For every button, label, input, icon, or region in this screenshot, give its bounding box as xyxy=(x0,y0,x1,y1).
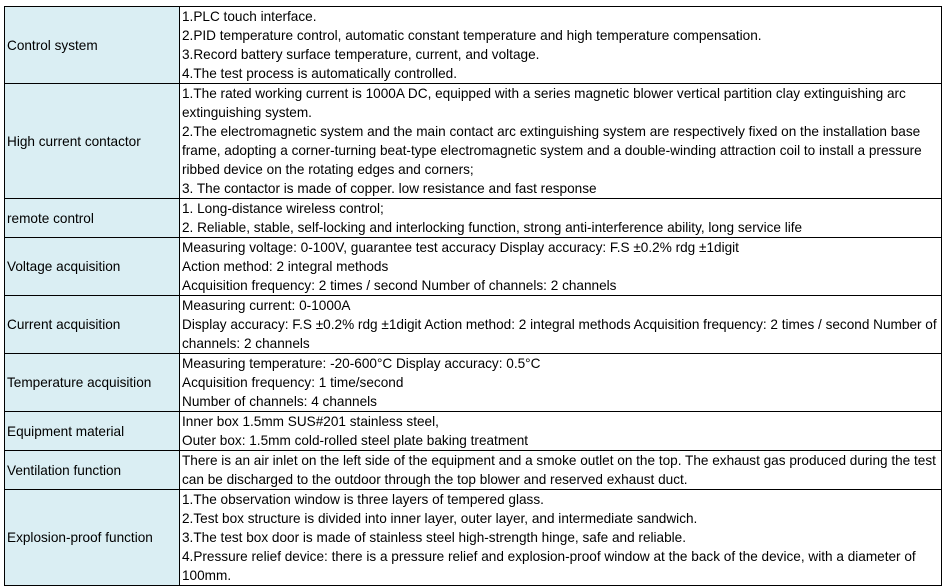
spec-line: Measuring temperature: -20-600°C Display accuracy: 0.5°C xyxy=(182,356,541,371)
spec-row-temperature-acquisition xyxy=(5,354,942,412)
spec-row-remote-control xyxy=(5,199,942,238)
specification-table xyxy=(4,6,942,586)
spec-line: Action method: 2 integral methods xyxy=(182,259,389,274)
spec-line: 3. The contactor is made of copper. low resistance and fast response xyxy=(182,181,597,196)
spec-label: Current acquisition xyxy=(5,296,180,354)
spec-value xyxy=(180,490,942,586)
spec-line: 2.The electromagnetic system and the main contact arc extinguishing system are respectively fixed on the installation base frame, adopting a corner-turning beat-type electromagnetic system and a double-winding attraction coil to install a pressure ribbed device on the rotating edges and corners; xyxy=(182,124,922,177)
spec-line: Number of channels: 4 channels xyxy=(182,394,377,409)
spec-label: Ventilation function xyxy=(5,451,180,490)
spec-label: Equipment material xyxy=(5,412,180,451)
spec-row-explosion-proof-function xyxy=(5,490,942,586)
spec-line: 2. Reliable, stable, self-locking and interlocking function, strong anti-interference ability, long service life xyxy=(182,220,803,235)
spec-line: 2.Test box structure is divided into inner layer, outer layer, and intermediate sandwich. xyxy=(182,511,698,526)
spec-line: Measuring voltage: 0-100V, guarantee test accuracy Display accuracy: F.S ±0.2% rdg ±1digit xyxy=(182,240,739,255)
spec-value xyxy=(180,451,942,490)
spec-label: Temperature acquisition xyxy=(5,354,180,412)
spec-value xyxy=(180,7,942,84)
spec-line: 1.PLC touch interface. xyxy=(182,9,317,24)
spec-row-equipment-material xyxy=(5,412,942,451)
spec-label: remote control xyxy=(5,199,180,238)
spec-row-ventilation-function xyxy=(5,451,942,490)
spec-line: Acquisition frequency: 1 time/second xyxy=(182,375,404,390)
spec-line: 1. Long-distance wireless control; xyxy=(182,201,384,216)
spec-line: Inner box 1.5mm SUS#201 stainless steel, xyxy=(182,414,439,429)
spec-row-control-system xyxy=(5,7,942,84)
spec-line: Acquisition frequency: 2 times / second Number of channels: 2 channels xyxy=(182,278,617,293)
spec-row-voltage-acquisition xyxy=(5,238,942,296)
spec-line: 3.Record battery surface temperature, current, and voltage. xyxy=(182,47,540,62)
spec-line: 4.Pressure relief device: there is a pressure relief and explosion-proof window at the back of the device, with a diameter of 100mm. xyxy=(182,549,916,583)
spec-row-current-acquisition xyxy=(5,296,942,354)
spec-line: There is an air inlet on the left side of the equipment and a smoke outlet on the top. The exhaust gas produced during the test can be discharged to the outdoor through the top blower and reserved exhaust duct. xyxy=(182,453,936,487)
spec-value xyxy=(180,354,942,412)
spec-value xyxy=(180,84,942,199)
spec-line: 1.The observation window is three layers of tempered glass. xyxy=(182,492,544,507)
spec-value xyxy=(180,199,942,238)
spec-label: High current contactor xyxy=(5,84,180,199)
spec-value xyxy=(180,296,942,354)
spec-row-high-current-contactor xyxy=(5,84,942,199)
spec-label: Control system xyxy=(5,7,180,84)
spec-label: Voltage acquisition xyxy=(5,238,180,296)
spec-line: 2.PID temperature control, automatic constant temperature and high temperature compensation. xyxy=(182,28,762,43)
spec-line: 4.The test process is automatically controlled. xyxy=(182,66,458,81)
spec-line: Outer box: 1.5mm cold-rolled steel plate baking treatment xyxy=(182,433,529,448)
spec-line: 1.The rated working current is 1000A DC, equipped with a series magnetic blower vertical partition clay extinguishing arc extinguishing system. xyxy=(182,86,906,120)
spec-line: Display accuracy: F.S ±0.2% rdg ±1digit Action method: 2 integral methods Acquisition frequency: 2 times / second Number of channels: 2 channels xyxy=(182,317,937,351)
spec-value xyxy=(180,412,942,451)
spec-line: 3.The test box door is made of stainless steel high-strength hinge, safe and reliable. xyxy=(182,530,687,545)
spec-value xyxy=(180,238,942,296)
spec-line: Measuring current: 0-1000A xyxy=(182,298,351,313)
spec-label: Explosion-proof function xyxy=(5,490,180,586)
